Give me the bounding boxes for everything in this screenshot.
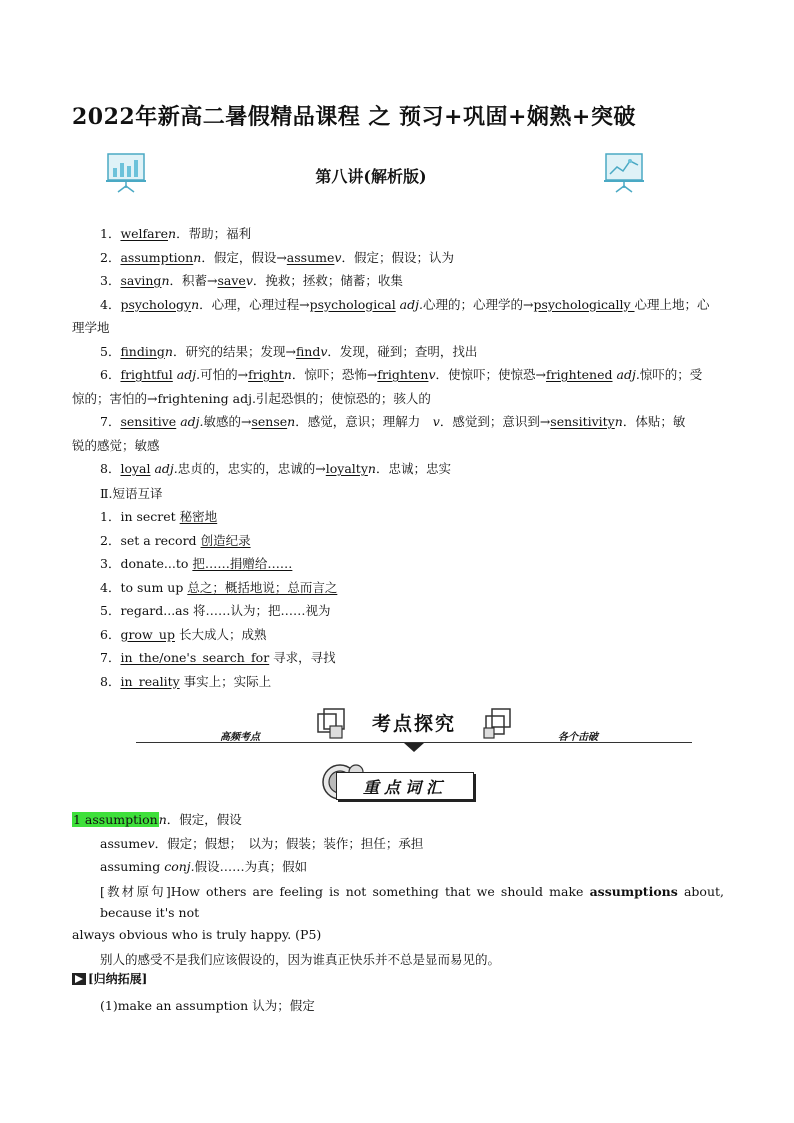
- phrase-item: 5．regard...as 将……认为；把……视为: [100, 603, 331, 618]
- play-icon: [72, 973, 86, 985]
- phrase-item: 1．in secret 秘密地: [100, 509, 218, 524]
- banner-left-subtitle: 高频考点: [220, 732, 260, 743]
- vocab-item: 3．savingn．积蓄→savev．挽救；拯救；储蓄；收集: [100, 273, 403, 288]
- assume-line: assumev．假定；假想； 以为；假装；装作；担任；承担: [100, 835, 424, 851]
- stacked-squares-icon: [482, 706, 514, 740]
- vocab-item-cont: 锐的感觉；敏感: [72, 437, 160, 453]
- banner-triangle-icon: [404, 743, 424, 752]
- entry-line: 1 assumptionn．假定，假设: [73, 812, 242, 827]
- phrase-item: 4．to sum up 总之；概括地说；总而言之: [100, 579, 338, 595]
- quote-translation: 别人的感受不是我们应该假设的，因为谁真正快乐并不总是显而易见的。: [100, 952, 501, 967]
- phrase-item: 8．in_reality 事实上；实际上: [100, 673, 272, 689]
- lecture-header: [96, 150, 646, 198]
- vocab-item: 1．welfaren．帮助；福利: [100, 226, 252, 241]
- vocab-item: 7．sensitive adj.敏感的→sensen．感觉，意识；理解力 v．感觉到；意识到→sensitivityn．体贴；敏: [100, 414, 686, 429]
- key-vocab-badge: [320, 762, 476, 804]
- expand-heading: [归纳拓展]: [72, 970, 147, 987]
- vocab-item: 8．loyal adj.忠贞的，忠实的，忠诚的→loyaltyn．忠诚；忠实: [100, 461, 451, 476]
- section-banner: [136, 700, 692, 760]
- vocab-item: 6．frightful adj.可怕的→frightn．惊吓；恐怖→frightenv．使惊吓；使惊恐→frightened adj.惊吓的；受: [100, 367, 703, 382]
- banner-right-subtitle: 各个击破: [558, 732, 598, 743]
- textbook-quote-cont: always obvious who is truly happy. (P5): [72, 926, 322, 942]
- phrase-list: [100, 505, 337, 693]
- phrase-item: 2．set a record 创造纪录: [100, 532, 251, 548]
- page-title: 2022年新高二暑假精品课程 之 预习+巩固+娴熟+突破: [72, 104, 636, 130]
- entry-highlight: 1 assumption: [73, 812, 158, 827]
- phrase-section-heading: Ⅱ.短语互译: [100, 486, 163, 501]
- word-detail: [72, 808, 724, 972]
- vocab-item-cont: 惊的；害怕的→frightening adj.引起恐惧的；使惊恐的；骇人的: [72, 390, 431, 406]
- lecture-title: 第八讲(解析版): [315, 167, 427, 186]
- vocab-item-cont: 理学地: [72, 320, 110, 335]
- phrase-item: 7．in_the/one's_search_for 寻求，寻找: [100, 650, 336, 665]
- expand-item: (1)make an assumption 认为；假定: [100, 998, 315, 1013]
- vocab-list: [72, 222, 724, 481]
- vocab-item: 2．assumptionn．假定，假设→assumev．假定；假设；认为: [100, 249, 454, 265]
- presentation-board-icon: [602, 150, 646, 194]
- phrase-item: 6．grow_up 长大成人；成熟: [100, 626, 267, 642]
- vocab-item: 5．findingn．研究的结果；发现→findv．发现，碰到；查明，找出: [100, 343, 478, 359]
- phrase-item: 3．donate...to 把……捐赠给……: [100, 556, 293, 571]
- key-vocab-label: 重点词汇: [336, 772, 474, 800]
- vocab-item: 4．psychologyn．心理，心理过程→psychological adj.心理的；心理学的→psychologically 心理上地；心: [100, 296, 710, 312]
- assuming-line: assuming conj.假设……为真；假如: [100, 859, 308, 874]
- textbook-quote: [教材原句]How others are feeling is not something that we should make assumptions about, because it's not: [100, 883, 724, 920]
- banner-title: 考点探究: [371, 713, 456, 735]
